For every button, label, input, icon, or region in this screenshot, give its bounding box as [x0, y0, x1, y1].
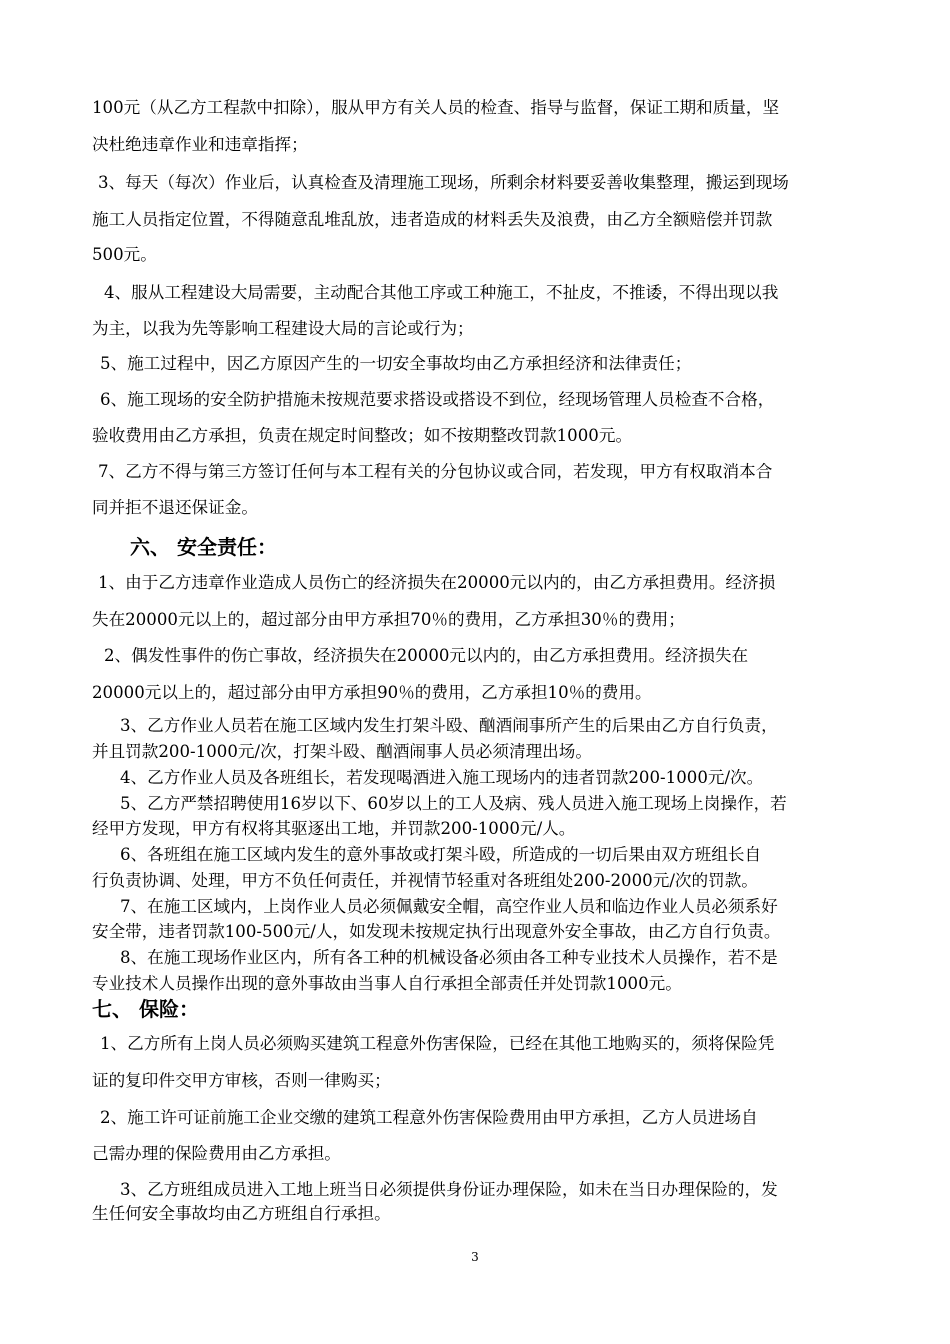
paragraph-line: 5、施工过程中，因乙方原因产生的一切安全事故均由乙方承担经济和法律责任； [100, 354, 692, 373]
paragraph-line: 7、乙方不得与第三方签订任何与本工程有关的分包协议或合同，若发现，甲方有权取消本合 [98, 462, 773, 481]
paragraph-line: 施工人员指定位置，不得随意乱堆乱放，违者造成的材料丢失及浪费，由乙方全额赔偿并罚款 [92, 210, 773, 229]
paragraph-line: 经甲方发现，甲方有权将其驱逐出工地，并罚款200-1000元/人。 [92, 819, 576, 838]
paragraph-line: 4、服从工程建设大局需要，主动配合其他工序或工种施工，不扯皮，不推诿，不得出现以我 [104, 283, 779, 302]
paragraph-line: 行负责协调、处理，甲方不负任何责任，并视情节轻重对各班组处200-2000元/次的罚款。 [92, 871, 758, 890]
paragraph-line: 3、乙方作业人员若在施工区域内发生打架斗殴、酗酒闹事所产生的后果由乙方自行负责， [120, 716, 778, 735]
paragraph-line: 6、各班组在施工区域内发生的意外事故或打架斗殴，所造成的一切后果由双方班组长自 [120, 845, 762, 864]
paragraph-line: 1、由于乙方违章作业造成人员伤亡的经济损失在20000元以内的，由乙方承担费用。经济损 [98, 573, 776, 592]
paragraph-line: 己需办理的保险费用由乙方承担。 [92, 1144, 341, 1163]
paragraph-line: 验收费用由乙方承担，负责在规定时间整改；如不按期整改罚款1000元。 [92, 426, 633, 445]
paragraph-line: 为主，以我为先等影响工程建设大局的言论或行为； [92, 319, 474, 338]
paragraph-line: 5、乙方严禁招聘使用16岁以下、60岁以上的工人及病、残人员进入施工现场上岗操作，若 [120, 794, 787, 813]
paragraph-line: 100元（从乙方工程款中扣除），服从甲方有关人员的检查、指导与监督，保证工期和质量，坚 [92, 98, 780, 117]
paragraph-line: 并且罚款200-1000元/次，打架斗殴、酗酒闹事人员必须清理出场。 [92, 742, 592, 761]
section-heading-insurance: 七、 保险： [92, 997, 199, 1021]
paragraph-line: 失在20000元以上的，超过部分由甲方承担70％的费用，乙方承担30％的费用； [92, 610, 685, 629]
paragraph-line: 生任何安全事故均由乙方班组自行承担。 [92, 1204, 391, 1223]
paragraph-line: 同并拒不退还保证金。 [92, 498, 258, 517]
paragraph-line: 3、每天（每次）作业后，认真检查及清理施工现场，所剩余材料要妥善收集整理，搬运到现场 [98, 173, 789, 192]
paragraph-line: 1、乙方所有上岗人员必须购买建筑工程意外伤害保险，已经在其他工地购买的，须将保险凭 [100, 1034, 775, 1053]
section-heading-safety: 六、 安全责任： [130, 535, 277, 559]
paragraph-line: 4、乙方作业人员及各班组长，若发现喝酒进入施工现场内的违者罚款200-1000元/次。 [120, 768, 764, 787]
paragraph-line: 8、在施工现场作业区内，所有各工种的机械设备必须由各工种专业技术人员操作，若不是 [120, 948, 778, 967]
paragraph-line: 证的复印件交甲方审核，否则一律购买； [92, 1071, 391, 1090]
page-number: 3 [471, 1250, 479, 1264]
paragraph-line: 3、乙方班组成员进入工地上班当日必须提供身份证办理保险，如未在当日办理保险的，发 [120, 1180, 778, 1199]
paragraph-line: 20000元以上的，超过部分由甲方承担90％的费用，乙方承担10％的费用。 [92, 683, 652, 702]
paragraph-line: 专业技术人员操作出现的意外事故由当事人自行承担全部责任并处罚款1000元。 [92, 974, 682, 993]
paragraph-line: 安全带，违者罚款100-500元/人，如发现未按规定执行出现意外安全事故，由乙方自行负责。 [92, 922, 781, 941]
paragraph-line: 2、施工许可证前施工企业交缴的建筑工程意外伤害保险费用由甲方承担，乙方人员进场自 [100, 1108, 758, 1127]
paragraph-line: 6、施工现场的安全防护措施未按规范要求搭设或搭设不到位，经现场管理人员检查不合格， [100, 390, 775, 409]
paragraph-line: 7、在施工区域内，上岗作业人员必须佩戴安全帽，高空作业人员和临边作业人员必须系好 [120, 897, 778, 916]
paragraph-line: 500元。 [92, 245, 157, 264]
paragraph-line: 2、偶发性事件的伤亡事故，经济损失在20000元以内的，由乙方承担费用。经济损失在 [104, 646, 749, 665]
paragraph-line: 决杜绝违章作业和违章指挥； [92, 135, 308, 154]
